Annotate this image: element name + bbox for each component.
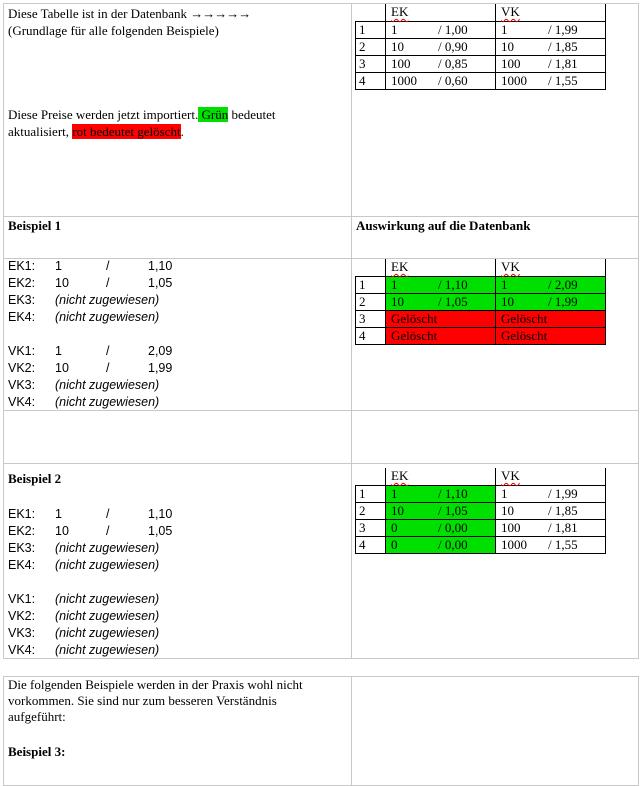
intro-legend-pre: aktualisiert, xyxy=(8,124,73,139)
line-vk1: VK1: xyxy=(8,344,36,358)
intro-line1-text: Diese Tabelle ist in der Datenbank xyxy=(8,6,187,21)
example2-result-table: EK VK 1 1 / 1,10 1 / 1,99 2 10 / 1,05 10 / 1,85 3 0 / 0,00 100 / 1,81 4 0 / 0,00 1000 / 1,55 xyxy=(355,468,606,554)
vk-price: / 1,99 xyxy=(548,21,578,37)
line-ek4: EK4: xyxy=(8,310,36,324)
intro-legend-post: . xyxy=(180,124,184,139)
intro-line1 xyxy=(8,5,250,22)
line-vk2: VK2: xyxy=(8,609,36,623)
line-ek4: EK4: xyxy=(8,558,36,572)
line-ek1: EK1: xyxy=(8,507,36,521)
vk-qty: 1000 xyxy=(501,72,527,88)
table-row xyxy=(356,21,606,38)
line-ek3: EK3: xyxy=(8,541,36,555)
table-row xyxy=(356,38,606,55)
outro-line3: aufgeführt: xyxy=(8,709,66,724)
intro-import-line xyxy=(8,106,276,123)
example1-lines: EK1: 1 / 1,10 EK2: 10 / 1,05 EK3: (nicht zugewiesen) EK4: (nicht zugewiesen) VK1: 1 / 2,09 VK2: 10 / 1,99 VK3: (nicht zugewiesen) VK4: (nicht zugewiesen) xyxy=(8,259,173,409)
effect-title: Auswirkung auf die Datenbank xyxy=(356,218,531,233)
line-ek2: EK2: xyxy=(8,276,36,290)
ek-price: / 0,90 xyxy=(438,38,468,54)
table-row: 2 10 / 1,05 10 / 1,99 xyxy=(356,293,606,310)
ek-price: / 0,60 xyxy=(438,72,468,88)
table-row: 4 0 / 0,00 1000 / 1,55 xyxy=(356,536,606,553)
cell-outro-right xyxy=(351,676,639,786)
green-highlight: Grün xyxy=(198,107,229,122)
ek-price: / 1,00 xyxy=(438,21,468,37)
line-ek3: EK3: xyxy=(8,293,36,307)
base-price-table xyxy=(355,4,606,90)
line-vk4: VK4: xyxy=(8,643,36,657)
example1-title: Beispiel 1 xyxy=(8,218,62,233)
ek-price: / 0,85 xyxy=(438,55,468,71)
example2-title: Beispiel 2 xyxy=(8,471,62,486)
ek-qty: 100 xyxy=(391,55,411,71)
example2-lines: EK1: 1 / 1,10 EK2: 10 / 1,05 EK3: (nicht zugewiesen) EK4: (nicht zugewiesen) VK1: (nicht zugewiesen) VK2: (nicht zugewiesen) VK3: (nicht zugewiesen) VK4: (nicht zugewiesen) xyxy=(8,507,173,657)
outro-line1: Die folgenden Beispiele werden in der Praxis wohl nicht xyxy=(8,677,303,692)
table-row xyxy=(356,55,606,72)
example1-result-table: EK VK 1 1 / 1,10 1 / 2,09 2 10 / 1,05 10 / 1,99 3 Gelöscht Gelöscht 4 Gelöscht Gelöscht xyxy=(355,259,606,345)
cell-spacer-left xyxy=(3,410,352,464)
example3-title: Beispiel 3: xyxy=(8,744,66,759)
row-number: 2 xyxy=(356,38,386,55)
header-vk: VK xyxy=(501,4,520,19)
row-number: 3 xyxy=(356,55,386,72)
line-vk3: VK3: xyxy=(8,626,36,640)
table-row: 3 Gelöscht Gelöscht xyxy=(356,310,606,327)
header-ek: EK xyxy=(391,4,409,19)
table-row: 3 0 / 0,00 100 / 1,81 xyxy=(356,519,606,536)
row-number: 1 xyxy=(356,21,386,38)
line-vk1: VK1: xyxy=(8,592,36,606)
vk-qty: 1 xyxy=(501,21,508,37)
table-row: 4 Gelöscht Gelöscht xyxy=(356,327,606,344)
ek-qty: 10 xyxy=(391,38,404,54)
cell-spacer-right xyxy=(351,410,639,464)
line-vk2: VK2: xyxy=(8,361,36,375)
intro-legend-line xyxy=(8,123,184,140)
intro-import-mid: bedeutet xyxy=(228,107,276,122)
vk-price: / 1,55 xyxy=(548,72,578,88)
vk-qty: 100 xyxy=(501,55,521,71)
table-row xyxy=(356,72,606,89)
red-highlight: rot bedeutet gelöscht xyxy=(72,124,181,139)
ek-qty: 1 xyxy=(391,21,398,37)
table-row: 2 10 / 1,05 10 / 1,85 xyxy=(356,502,606,519)
outro-line2: vorkommen. Sie sind nur zum besseren Verständnis xyxy=(8,693,277,708)
intro-import-text: Diese Preise werden jetzt importiert. xyxy=(8,107,199,122)
ek-qty: 1000 xyxy=(391,72,417,88)
table-row: 1 1 / 1,10 1 / 2,09 xyxy=(356,276,606,293)
table-row: 1 1 / 1,10 1 / 1,99 xyxy=(356,485,606,502)
line-ek2: EK2: xyxy=(8,524,36,538)
line-vk3: VK3: xyxy=(8,378,36,392)
vk-price: / 1,81 xyxy=(548,55,578,71)
vk-price: / 1,85 xyxy=(548,38,578,54)
vk-qty: 10 xyxy=(501,38,514,54)
line-ek1: EK1: xyxy=(8,259,36,273)
line-vk4: VK4: xyxy=(8,395,36,409)
intro-line2: (Grundlage für alle folgenden Beispiele) xyxy=(8,23,219,38)
row-number: 4 xyxy=(356,72,386,89)
table-header-row xyxy=(356,4,606,21)
arrow-right-icon: →→→→→ xyxy=(190,6,251,21)
